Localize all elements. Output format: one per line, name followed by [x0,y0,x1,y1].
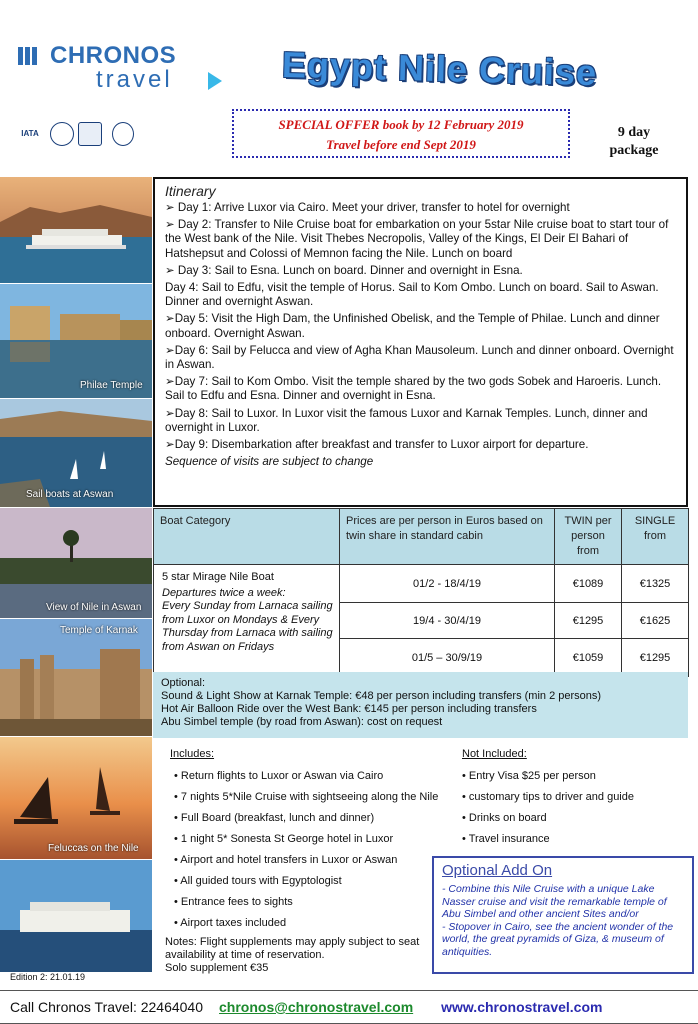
price-single: €1625 [622,603,689,639]
photo-sail-boats [0,399,152,507]
play-arrow-icon [208,72,222,90]
brand-sub: travel [96,66,173,93]
includes-item: • 7 nights 5*Nile Cruise with sightseeing along the Nile [174,791,439,803]
footer-web-link[interactable]: www.chronostravel.com [441,999,603,1015]
photo-nile-aswan [0,508,152,618]
price-twin: €1059 [555,639,622,677]
photo-caption: Philae Temple [80,380,143,391]
footer-phone: Call Chronos Travel: 22464040 [10,999,204,1015]
boat-schedule: Every Sunday from Larnaca sailing from Luxor on Mondays & Every Thursday from Larnaca with sailing from Aswan on Fridays [162,600,333,653]
not-included-item: • Travel insurance [462,833,550,845]
itinerary-note: Sequence of visits are subject to change [165,455,374,469]
itinerary-day: ➢Day 6: Sail by Felucca and view of Agha Khan Mausoleum. Lunch and dinner onboard. Overnight in Aswan. [165,343,674,372]
photo-karnak [0,619,152,736]
photo-boat-night [0,860,152,972]
price-table [153,508,689,677]
iata-logo-icon: IATA [21,128,39,138]
not-included-item: • customary tips to driver and guide [462,791,634,803]
optional-extras [153,672,688,738]
edition-label: Edition 2: 21.01.19 [10,972,86,982]
header-single: SINGLE from [622,509,689,565]
itinerary-day: ➢ Day 3: Sail to Esna. Lunch on board. Dinner and overnight in Esna. [165,263,523,277]
photo-caption: Temple of Karnak [60,625,138,636]
includes-item: • Entrance fees to sights [174,896,293,908]
accreditation-badges [16,122,166,146]
not-included-title: Not Included: [462,748,527,760]
price-dates: 19/4 - 30/4/19 [340,603,555,639]
includes-item: • Full Board (breakfast, lunch and dinner) [174,812,375,824]
price-single: €1295 [622,639,689,677]
price-single: €1325 [622,565,689,603]
includes-item: • Airport and hotel transfers in Luxor or Aswan [174,854,398,866]
logo-bars-icon [18,47,44,65]
optional-item: Abu Simbel temple (by road from Aswan): cost on request [161,716,443,728]
boat-info [154,565,340,677]
includes-item: • Return flights to Luxor or Aswan via Cairo [174,770,384,782]
itinerary-day: ➢Day 8: Sail to Luxor. In Luxor visit the famous Luxor and Karnak Temples. Lunch, dinner and overnight in Luxor. [165,406,648,434]
itinerary-day: ➢ Day 1: Arrive Luxor via Cairo. Meet your driver, transfer to hotel for overnight [165,201,570,214]
offer-travel-line: Travel before end Sept 2019 [326,137,476,152]
includes-list [170,748,460,938]
photo-feluccas [0,737,152,859]
itinerary-title: Itinerary [165,183,216,199]
itinerary-box [153,177,688,507]
package-label: package [609,143,659,158]
member-badge-icon [78,122,102,146]
cto-license-icon [112,122,134,146]
price-dates: 01/5 – 30/9/19 [340,639,555,677]
header-twin: TWIN per person from [555,509,622,565]
footer-email-link[interactable]: chronos@chronostravel.com [219,999,414,1015]
itinerary-day: ➢ Day 2: Transfer to Nile Cruise boat for embarkation on your 5star Nile cruise boat to start tour of the West bank of the Nile. Visit Thebes Necropolis, Valley of the Kings, El Deir El Bahari of Hatshepsut and Colossi of Memnon facing the Nile. Lunch on board [165,218,669,260]
special-offer-box [232,109,570,158]
itinerary-day: ➢Day 9: Disembarkation after breakfast and transfer to Luxor airport for departure. [165,438,589,452]
optional-item: Hot Air Balloon Ride over the West Bank: €145 per person including transfers [161,703,537,715]
includes-item: • All guided tours with Egyptologist [174,875,342,887]
package-days: 9 day [617,125,651,140]
footer [0,990,698,1024]
not-included-item: • Drinks on board [462,812,547,824]
includes-item: • Airport taxes included [174,917,287,929]
includes-title: Includes: [170,748,215,760]
photo-cruise-boat [0,177,152,283]
notes-text: Notes: Flight supplements may apply subject to seat availability at time of reservation. [165,936,420,961]
offer-line: SPECIAL OFFER book by 12 February 2019 [278,117,524,132]
itinerary-day: ➢Day 7: Sail to Kom Ombo. Visit the temple shared by the two gods Sobek and Haroeris. Lunch. Sail to Edfu and Esna. Dinner and overnight in Esna. [165,375,662,403]
itinerary-day: Day 4: Sail to Edfu, visit the temple of Horus. Sail to Kom Ombo. Lunch on board. Sail to Aswan. Dinner and overnight Aswan. [165,281,659,309]
photo-philae-temple [0,284,152,398]
addon-title: Optional Add On [442,862,553,879]
not-included-item: • Entry Visa $25 per person [462,770,596,782]
photo-caption: Feluccas on the Nile [48,843,139,854]
addon-line: - Combine this Nile Cruise with a unique Lake Nasser cruise and visit the remarkable temple of Abu Simbel and other ancient Sites and/or [442,883,667,920]
not-included-list [462,748,692,854]
header-boat-category: Boat Category [154,509,340,565]
price-twin: €1089 [555,565,622,603]
itinerary-day: ➢Day 5: Visit the High Dam, the Unfinished Obelisk, and the Temple of Philae. Lunch and dinner onboard. Overnight Aswan. [165,312,660,340]
package-duration [594,124,674,160]
brand-name: CHRONOS [50,42,177,69]
price-dates: 01/2 - 18/4/19 [340,565,555,603]
includes-item: • 1 night 5* Sonesta St George hotel in Luxor [174,833,394,845]
notes [165,936,435,975]
header-prices: Prices are per person in Euros based on twin share in standard cabin [340,509,555,565]
solo-supplement: Solo supplement €35 [165,962,269,974]
price-twin: €1295 [555,603,622,639]
page-title: Egypt Nile Cruise [281,43,598,94]
association-seal-icon [50,122,74,146]
optional-item: Sound & Light Show at Karnak Temple: €48 per person including transfers (min 2 persons) [161,690,602,702]
boat-name: 5 star Mirage Nile Boat [162,571,274,583]
optional-title: Optional: [161,677,206,689]
photo-caption: Sail boats at Aswan [26,489,114,500]
optional-add-on-box [432,856,694,974]
photo-caption: View of Nile in Aswan [46,602,142,613]
addon-line: - Stopover in Cairo, see the ancient wonder of the world, the great pyramids of Giza, & museum of antiquities. [442,920,674,958]
boat-departures: Departures twice a week: [162,586,286,599]
